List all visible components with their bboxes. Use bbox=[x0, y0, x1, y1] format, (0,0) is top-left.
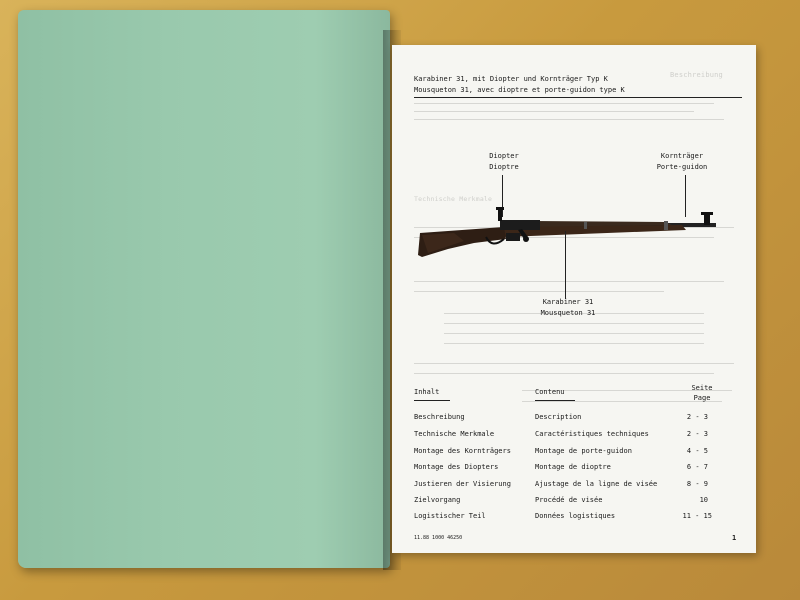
callout-korntraeger-de: Kornträger bbox=[660, 152, 704, 160]
toc-row-fr: Ajustage de la ligne de visée bbox=[535, 480, 658, 488]
toc-header-de: Inhalt bbox=[414, 388, 440, 396]
toc-row-fr: Caractéristiques techniques bbox=[535, 430, 649, 438]
toc-row-page: 11 - 15 bbox=[682, 512, 712, 520]
callout-diopter bbox=[482, 151, 526, 173]
green-cover-page bbox=[18, 10, 390, 568]
toc-row-fr: Procédé de visée bbox=[535, 496, 603, 504]
toc-header-de-underline bbox=[414, 400, 450, 401]
toc-row-de: Montage des Kornträgers bbox=[414, 447, 511, 455]
callout-korntraeger bbox=[644, 151, 720, 173]
toc-row-page: 2 - 3 bbox=[686, 430, 708, 438]
callout-rifle bbox=[532, 297, 604, 319]
bleed-through-line bbox=[444, 333, 704, 334]
callout-rifle-leader bbox=[565, 231, 566, 299]
bleed-through-line bbox=[414, 291, 664, 292]
bleed-through-line bbox=[414, 111, 694, 112]
toc-row-fr: Montage de dioptre bbox=[535, 463, 611, 471]
toc-row-de: Beschreibung bbox=[414, 413, 465, 421]
toc-row-page: 10 bbox=[699, 496, 708, 504]
callout-diopter-fr: Dioptre bbox=[489, 163, 519, 171]
toc-row-fr: Description bbox=[535, 413, 582, 421]
toc-row-de: Technische Merkmale bbox=[414, 430, 495, 438]
callout-korntraeger-fr: Porte-guidon bbox=[656, 163, 708, 171]
callout-rifle-de: Karabiner 31 bbox=[542, 298, 594, 306]
toc-header-page-fr: Page bbox=[693, 394, 711, 402]
toc-row-page: 8 - 9 bbox=[686, 480, 708, 488]
callout-rifle-fr: Mousqueton 31 bbox=[540, 309, 596, 317]
toc-header-fr: Contenu bbox=[535, 388, 565, 396]
toc-header-page bbox=[682, 383, 722, 403]
bleed-through-line bbox=[444, 343, 704, 344]
toc-header-fr-underline bbox=[535, 400, 575, 401]
toc-row-page: 6 - 7 bbox=[686, 463, 708, 471]
toc-header-page-de: Seite bbox=[691, 384, 713, 392]
bleed-through-line bbox=[414, 363, 734, 364]
bleed-through-line bbox=[444, 323, 704, 324]
bleed-through-line bbox=[414, 119, 724, 120]
toc-row-de: Justieren der Visierung bbox=[414, 480, 511, 488]
toc-row-fr: Données logistiques bbox=[535, 512, 616, 520]
toc-row-fr: Montage de porte-guidon bbox=[535, 447, 632, 455]
bleed-through-line bbox=[414, 373, 714, 374]
bleed-through-subheading: Technische Merkmale bbox=[414, 195, 493, 203]
rifle-illustration bbox=[414, 203, 732, 273]
bleed-through-line bbox=[414, 103, 714, 104]
toc-row-page: 2 - 3 bbox=[686, 413, 708, 421]
document-title-fr: Mousqueton 31, avec dioptre et porte-guidon type K bbox=[414, 86, 625, 94]
document-title-de: Karabiner 31, mit Diopter und Kornträger Typ K bbox=[414, 75, 608, 83]
header-divider bbox=[414, 97, 742, 98]
toc-row-de: Logistischer Teil bbox=[414, 512, 486, 520]
toc-row-page: 4 - 5 bbox=[686, 447, 708, 455]
toc-row-de: Zielvorgang bbox=[414, 496, 461, 504]
callout-diopter-de: Diopter bbox=[489, 152, 519, 160]
print-code: 11.88 1000 46250 bbox=[414, 535, 463, 541]
bleed-through-line bbox=[414, 281, 724, 282]
page-number: 1 bbox=[732, 534, 737, 542]
bleed-through-heading: Beschreibung bbox=[670, 71, 723, 79]
toc-row-de: Montage des Diopters bbox=[414, 463, 499, 471]
document-page bbox=[392, 45, 756, 553]
